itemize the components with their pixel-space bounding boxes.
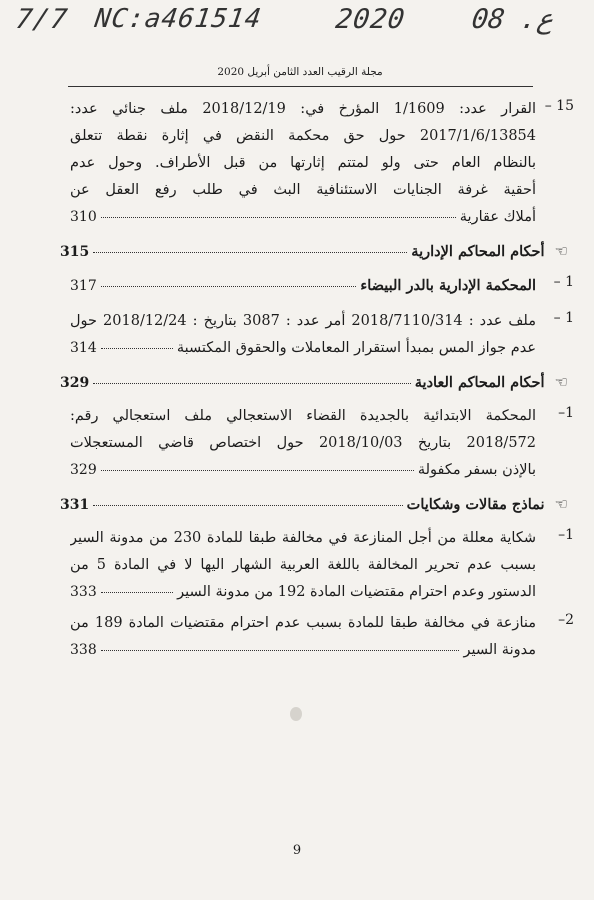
dot-leader <box>93 383 411 384</box>
entry-last-line <box>70 204 536 231</box>
page-number: 338 <box>70 642 97 658</box>
entry-line: عدم جواز المس بمبدأ استقرار المعاملات والحقوق المكتسبة <box>176 340 536 356</box>
entry-number: 1– <box>558 527 574 543</box>
entry-line: 2018/572 بتاريخ 2018/10/03 حول اختصاص قاضي المستعجلات <box>70 435 536 451</box>
dot-leader <box>101 592 173 593</box>
section-heading-administrative <box>60 237 568 266</box>
entry-line: بسبب عدم تحرير المخالفة باللغة العربية الشهار اليها لا في المادة 5 من <box>70 557 536 573</box>
section-title: نماذج مقالات وشكايات <box>406 496 545 513</box>
section-heading-models <box>60 490 568 519</box>
entry-number: 15 – <box>544 98 574 114</box>
entry-number: 1 – <box>553 274 574 290</box>
handwritten-reference-number: NC:a461514 <box>92 4 264 34</box>
dot-leader <box>101 286 357 287</box>
entry-line: المحكمة الابتدائية بالجديدة القضاء الاستعجالي ملف استعجالي رقم: <box>70 408 536 424</box>
entry-last-line <box>70 637 536 664</box>
page-number: 314 <box>70 340 97 356</box>
page-number: 331 <box>60 497 90 513</box>
toc-entry-15 <box>70 96 574 231</box>
page-number: 310 <box>70 209 97 225</box>
page-number: 317 <box>70 278 97 294</box>
entry-line: بالإذن بسفر مكفولة <box>417 462 536 478</box>
dot-leader <box>93 252 407 253</box>
pointing-hand-icon: ☜ <box>554 495 568 513</box>
pointing-hand-icon: ☜ <box>554 373 568 391</box>
entry-line: 2017/1/6/13854 حول حق محكمة النقض في إثارة نقطة تتعلق <box>70 128 536 144</box>
entry-line: أملاك عقارية <box>459 209 536 225</box>
entry-last-line <box>70 457 536 484</box>
dot-leader <box>101 217 456 218</box>
pointing-hand-icon: ☜ <box>554 242 568 260</box>
entry-line: بالنظام العام حتى ولو لمتتم إثارتها من قبل الأطراف. وحول عدم <box>70 155 536 171</box>
entry-last-line <box>70 579 536 606</box>
dot-leader <box>101 348 173 349</box>
entry-line: مدونة السير <box>463 642 536 658</box>
entry-number: 1 – <box>553 310 574 326</box>
subsection-heading-casablanca <box>70 272 574 300</box>
entry-line: شكاية معللة من أجل المنازعة في مخالفة طبقا للمادة 230 من مدونة السير <box>70 530 536 546</box>
entry-line: القرار عدد: 1/1609 المؤرخ في: 2018/12/19 ملف جنائي عدد: <box>70 101 536 117</box>
entry-line: منازعة في مخالفة طبقا للمادة بسبب عدم احترام مقتضيات المادة 189 من <box>70 615 536 631</box>
page-number: 333 <box>70 584 97 600</box>
ink-stain <box>290 707 302 721</box>
handwritten-issue-number: ع. 08 <box>469 4 556 35</box>
section-title: أحكام المحاكم العادية <box>414 374 545 391</box>
toc-entry-admin-1 <box>70 308 574 362</box>
entry-line: أحقية غرفة الجنايات الاستئنافية البث في طلب رفع العقل عن <box>70 182 536 198</box>
page-number: 329 <box>70 462 97 478</box>
section-title: أحكام المحاكم الإدارية <box>411 243 545 260</box>
entry-number: 1– <box>558 405 574 421</box>
dot-leader <box>101 470 414 471</box>
handwritten-page-fraction: 7/7 <box>13 4 70 35</box>
handwritten-year: 2020 <box>333 4 408 35</box>
page-footer-number: 9 <box>292 843 302 858</box>
header-divider <box>68 86 533 87</box>
running-header: مجلة الرقيب العدد الثامن أبريل 2020 <box>217 66 383 78</box>
toc-entry-models-2 <box>70 610 574 664</box>
entry-last-line <box>70 272 536 300</box>
toc-entry-ordinary-1 <box>70 403 574 484</box>
page-number: 315 <box>60 244 90 260</box>
entry-number: 2– <box>558 612 574 628</box>
dot-leader <box>93 505 402 506</box>
section-heading-ordinary <box>60 368 568 397</box>
table-of-contents <box>60 96 574 668</box>
entry-line: الدستور وعدم احترام مقتضيات المادة 192 من مدونة السير <box>177 584 536 600</box>
dot-leader <box>101 650 460 651</box>
entry-last-line <box>70 335 536 362</box>
entry-line: ملف عدد : 2018/7110/314 أمر عدد : 3087 بتاريخ : 2018/12/24 حول <box>70 313 536 329</box>
subsection-title: المحكمة الإدارية بالدر البيضاء <box>360 277 536 294</box>
toc-entry-models-1 <box>70 525 574 606</box>
page-number: 329 <box>60 375 90 391</box>
